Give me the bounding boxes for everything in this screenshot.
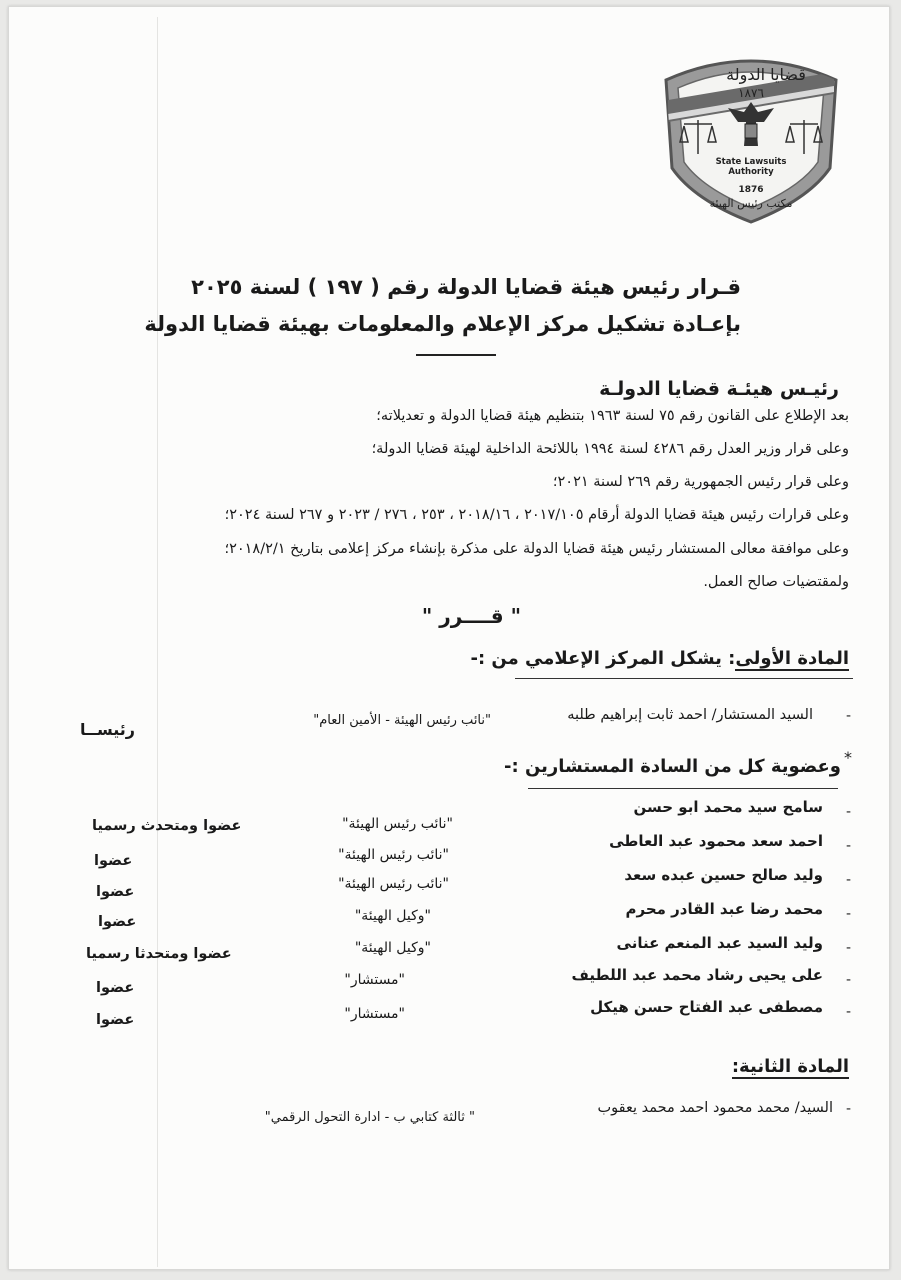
logo-arabic-name: قضايا الدولة — [726, 65, 806, 84]
preamble-line: ولمقتضيات صالح العمل. — [703, 574, 849, 590]
list-bullet: - — [846, 872, 852, 888]
preamble-line: وعلى قرار رئيس الجمهورية رقم ٢٦٩ لسنة ٢٠٢١؛ — [552, 474, 849, 490]
member-position: "مستشار" — [344, 972, 405, 988]
member-name: وليد السيد عبد المنعم عنانى — [616, 934, 823, 952]
members-underline — [528, 788, 838, 789]
list-bullet: - — [846, 1101, 852, 1117]
member-role: عضوا — [94, 853, 133, 869]
article-one-underline — [515, 678, 853, 679]
article-two-position: " ثالثة كتابي ب - ادارة التحول الرقمي" — [264, 1110, 475, 1125]
list-bullet: - — [846, 804, 852, 820]
member-role: عضوا ومتحدثا رسميا — [86, 946, 232, 962]
list-bullet: - — [846, 838, 852, 854]
member-name: سامح سيد محمد ابو حسن — [633, 798, 823, 816]
list-bullet: - — [846, 906, 852, 922]
head-position: "نائب رئيس الهيئة - الأمين العام" — [313, 713, 491, 728]
members-heading: وعضوية كل من السادة المستشارين :- — [504, 756, 841, 777]
page-fold-line — [157, 17, 158, 1267]
preamble-line: وعلى قرارات رئيس هيئة قضايا الدولة أرقام ٢٠١٧/١٠٥ ، ٢٠١٨/١٦ ، ٢٥٣ ، ٢٧٦ / ٢٠٢٣ و ٢٦٧ لسنة ٢٠٢٤؛ — [224, 507, 849, 523]
head-name: السيد المستشار/ احمد ثابت إبراهيم طلبه — [567, 707, 813, 723]
article-one-text: : يشكل المركز الإعلامي من :- — [470, 648, 736, 669]
list-bullet: - — [846, 1004, 852, 1020]
member-position: "مستشار" — [344, 1006, 405, 1022]
member-name: وليد صالح حسين عبده سعد — [624, 866, 823, 884]
member-name: احمد سعد محمود عبد العاطى — [609, 832, 823, 850]
member-position: "وكيل الهيئة" — [354, 940, 431, 956]
preamble-line: بعد الإطلاع على القانون رقم ٧٥ لسنة ١٩٦٣ بتنظيم هيئة قضايا الدولة و تعديلاته؛ — [376, 408, 849, 424]
star-bullet: * — [844, 748, 852, 767]
member-position: "وكيل الهيئة" — [354, 908, 431, 924]
logo-english-name-line2: Authority — [728, 167, 774, 177]
member-name: محمد رضا عبد القادر محرم — [625, 900, 823, 918]
logo-english-name-line1: State Lawsuits — [715, 157, 787, 167]
member-role: عضوا — [96, 884, 135, 900]
member-role: عضوا — [96, 980, 135, 996]
chairman-heading: رئيـس هيئـة قضايا الدولـة — [599, 378, 839, 400]
article-two-heading: المادة الثانية: — [731, 1056, 849, 1077]
preamble-line: وعلى موافقة معالى المستشار رئيس هيئة قضايا الدولة على مذكرة بإنشاء مركز إعلامى بتاريخ ٢٠١٨/٢/١؛ — [224, 541, 849, 557]
list-bullet: - — [846, 972, 852, 988]
logo-english-year: 1876 — [738, 185, 764, 195]
member-position: "نائب رئيس الهيئة" — [338, 847, 449, 863]
state-lawsuits-authority-logo — [658, 50, 844, 225]
member-role: عضوا ومتحدث رسميا — [92, 818, 242, 834]
decided-heading: " قــــرر " — [421, 604, 521, 628]
article-two-name: السيد/ محمد محمود احمد محمد يعقوب — [597, 1100, 833, 1116]
member-position: "نائب رئيس الهيئة" — [342, 816, 453, 832]
member-position: "نائب رئيس الهيئة" — [338, 876, 449, 892]
member-name: مصطفى عبد الفتاح حسن هيكل — [590, 998, 823, 1016]
list-bullet: - — [846, 708, 852, 724]
list-bullet: - — [846, 940, 852, 956]
decree-subtitle: بإعـادة تشكيل مركز الإعلام والمعلومات بهيئة قضايا الدولة — [144, 312, 741, 336]
logo-arabic-year: ١٨٧٦ — [738, 86, 764, 100]
article-one-heading — [470, 648, 849, 669]
logo-office: مكتب رئيس الهيئة — [709, 197, 793, 210]
decree-title: قـرار رئيس هيئة قضايا الدولة رقم ( ١٩٧ ) لسنة ٢٠٢٥ — [191, 275, 741, 299]
preamble-line: وعلى قرار وزير العدل رقم ٤٢٨٦ لسنة ١٩٩٤ باللائحة الداخلية لهيئة قضايا الدولة؛ — [371, 441, 849, 457]
article-one-label: المادة الأولى — [735, 648, 849, 669]
member-role: عضوا — [96, 1012, 135, 1028]
member-role: عضوا — [98, 914, 137, 930]
member-name: على يحيى رشاد محمد عبد اللطيف — [571, 966, 823, 984]
title-divider — [416, 354, 496, 356]
head-role: رئيســا — [80, 720, 135, 739]
